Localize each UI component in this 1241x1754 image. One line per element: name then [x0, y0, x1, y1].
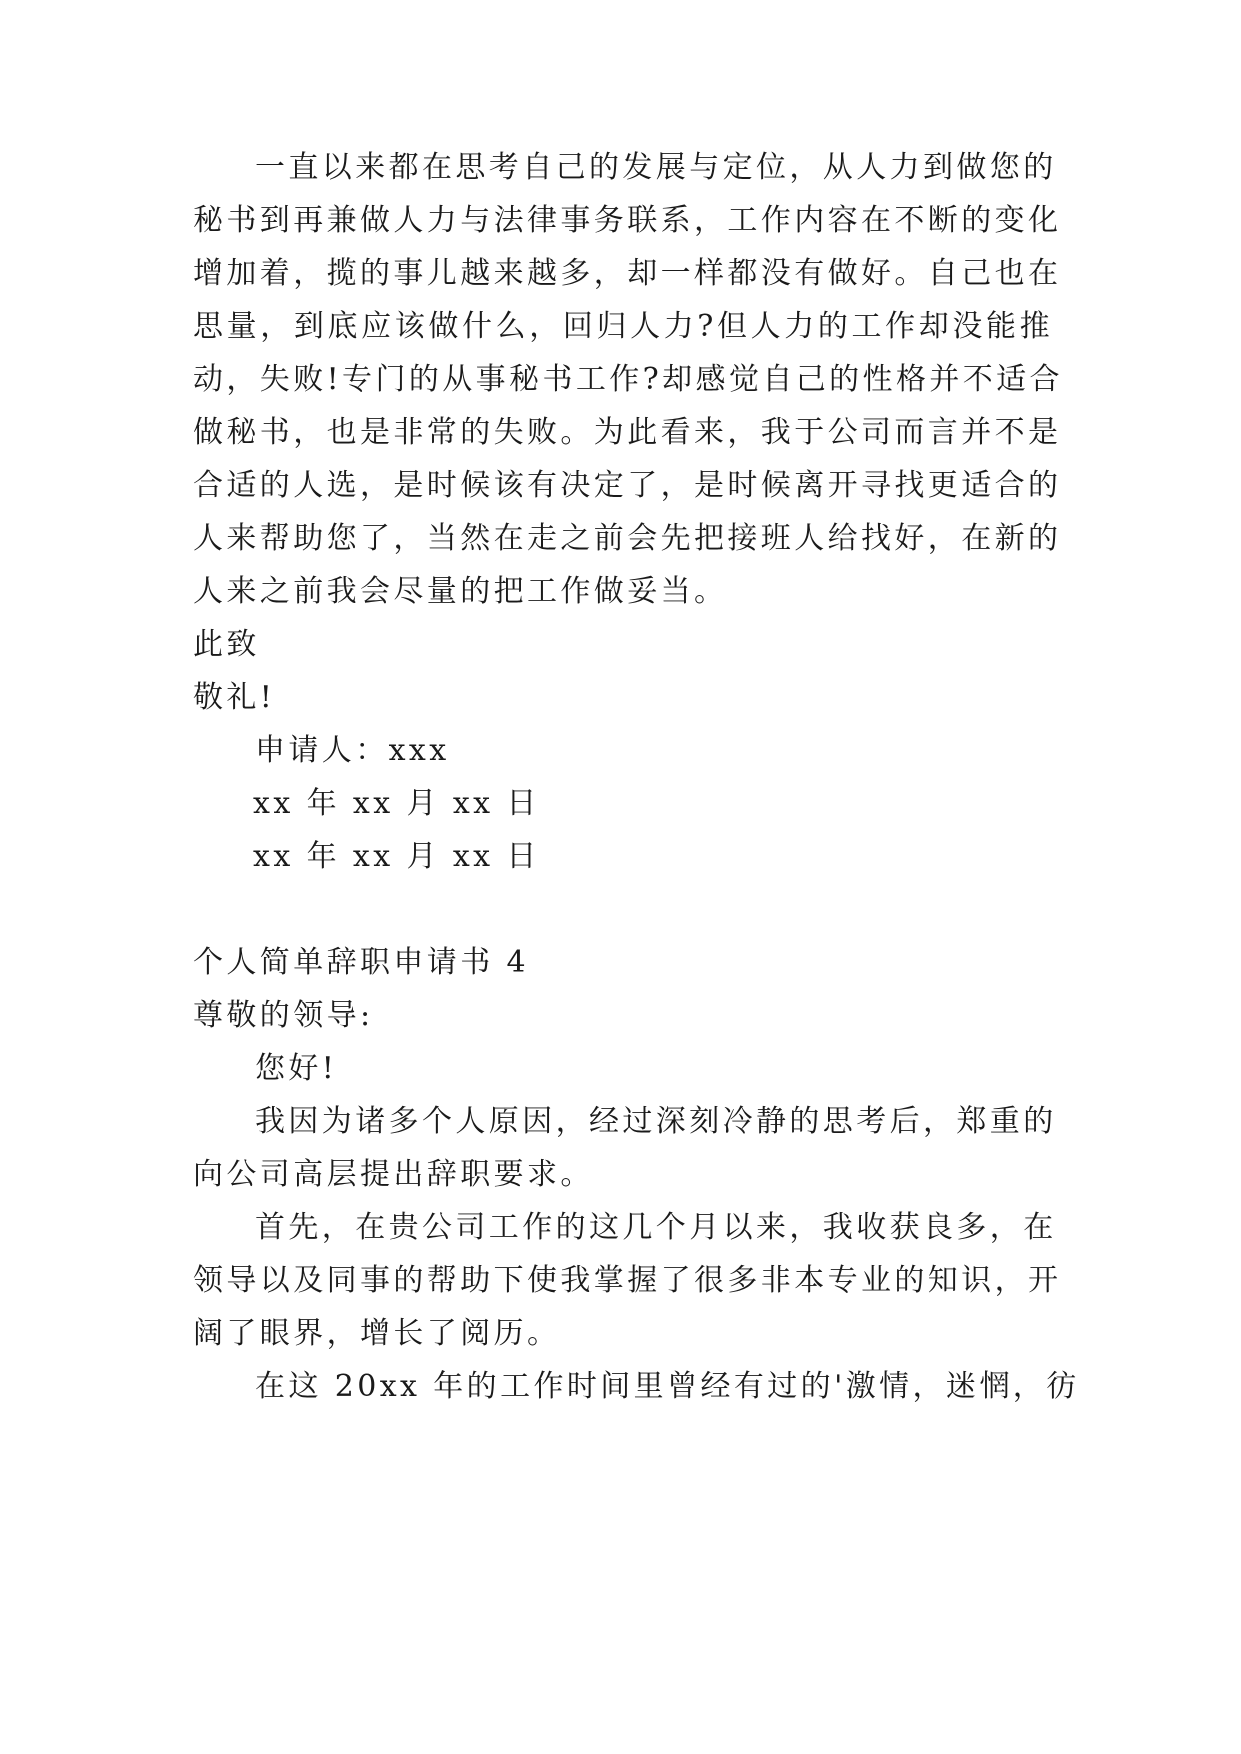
para1-line-5: 动，失败!专门的从事秘书工作?却感觉自己的性格并不适合 [193, 362, 1063, 397]
para1-line-2: 秘书到再兼做人力与法律事务联系，工作内容在不断的变化 [193, 203, 1062, 238]
salutation: 尊敬的领导: [193, 998, 374, 1033]
para1-line-3: 增加着，揽的事儿越来越多，却一样都没有做好。自己也在 [193, 256, 1062, 291]
para1-line-7: 合适的人选，是时候该有决定了，是时候离开寻找更适合的 [193, 468, 1062, 503]
para2-line-1: 我因为诸多个人原因，经过深刻冷静的思考后，郑重的 [255, 1104, 1057, 1139]
para3-line-2: 领导以及同事的帮助下使我掌握了很多非本专业的知识，开 [193, 1263, 1062, 1298]
date-line-2: xx 年 xx 月 xx 日 [253, 839, 540, 874]
para3-line-1: 首先，在贵公司工作的这几个月以来，我收获良多，在 [255, 1210, 1057, 1245]
para1-line-8: 人来帮助您了，当然在走之前会先把接班人给找好，在新的 [193, 521, 1062, 556]
para2-line-2: 向公司高层提出辞职要求。 [193, 1157, 594, 1192]
para3-line-3: 阔了眼界，增长了阅历。 [193, 1316, 561, 1351]
closing-ci-zhi: 此致 [193, 627, 260, 662]
closing-jing-li: 敬礼! [193, 680, 276, 715]
section-title: 个人简单辞职申请书 4 [193, 945, 530, 980]
greeting: 您好! [255, 1051, 338, 1086]
applicant-line: 申请人：xxx [255, 733, 450, 768]
para1-line-4: 思量，到底应该做什么，回归人力?但人力的工作却没能推 [193, 309, 1053, 344]
para1-line-9: 人来之前我会尽量的把工作做妥当。 [193, 574, 728, 609]
para4-line-1: 在这 20xx 年的工作时间里曾经有过的'激情，迷惘，彷 [255, 1369, 1080, 1404]
date-line-1: xx 年 xx 月 xx 日 [253, 786, 540, 821]
para1-line-6: 做秘书，也是非常的失败。为此看来，我于公司而言并不是 [193, 415, 1062, 450]
para1-line-1: 一直以来都在思考自己的发展与定位，从人力到做您的 [255, 150, 1057, 185]
